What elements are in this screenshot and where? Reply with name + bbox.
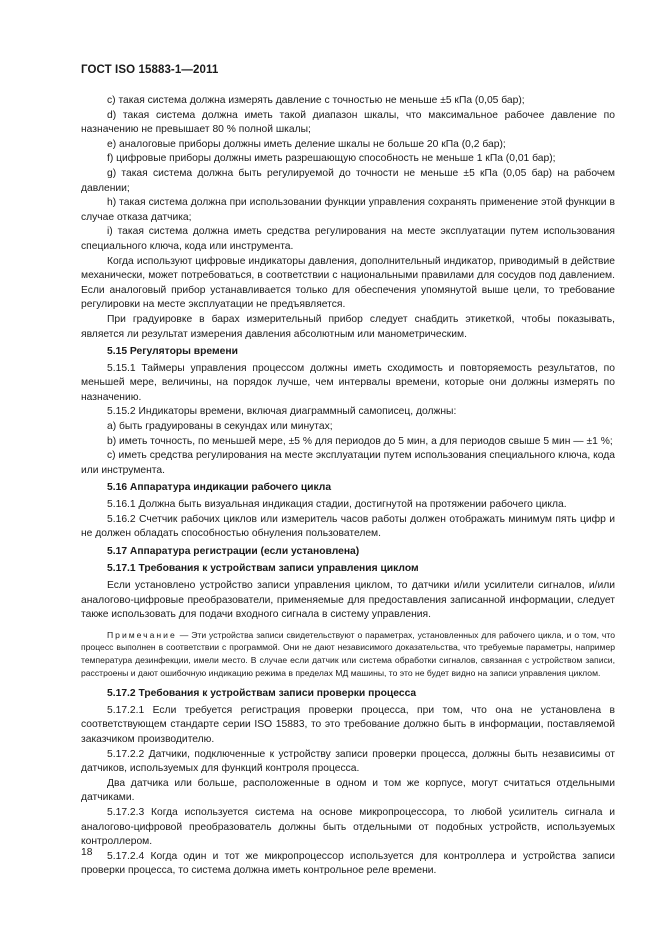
- note-label: Примечание: [107, 629, 177, 640]
- section-heading-5-17-1: 5.17.1 Требования к устройствам записи управления циклом: [107, 563, 419, 575]
- section-heading-5-16: 5.16 Аппаратура индикации рабочего цикла: [107, 482, 332, 494]
- section-heading-5-17-2: 5.17.2 Требования к устройствам записи проверки процесса: [107, 688, 417, 700]
- paragraph-5-15-1: 5.15.1 Таймеры управления процессом должны иметь сходимость и повторяемость результатов, по меньшей мере, величины, на порядок лучше, чем интервалы времени, которые они должны измерять по назначению.: [81, 362, 615, 403]
- page-number: 18: [81, 847, 93, 858]
- document-header: ГОСТ ISO 15883-1—2011: [81, 64, 219, 76]
- paragraph-c-pressure-accuracy: c) такая система должна измерять давление с точностью не меньше ±5 кПа (0,05 бар);: [107, 95, 525, 106]
- paragraph-5-17-2-2-cont: Два датчика или больше, расположенные в одном и том же корпусе, могут считаться отдельными датчиками.: [81, 777, 615, 804]
- paragraph-g-adjustable: g) такая система должна быть регулируемой до точности не меньше ±5 кПа (0,05 бар) на рабочем давлении;: [81, 167, 615, 194]
- paragraph-bar-calibration: При градуировке в барах измерительный прибор следует снабдить этикеткой, чтобы показывать, является ли результат измерения давления абсолютным или манометрическим.: [81, 313, 615, 340]
- paragraph-f-digital-resolution: f) цифровые приборы должны иметь разрешающую способность не меньше 1 кПа (0,01 бар);: [107, 153, 556, 165]
- paragraph-5-16-1: 5.16.1 Должна быть визуальная индикация стадии, достигнутой на протяжении рабочего цикла.: [107, 499, 567, 511]
- paragraph-5-17-2-3: 5.17.2.3 Когда используется система на основе микропроцессора, то любой усилитель сигнала и аналогово-цифровой преобразователь должны быть отдельными от подобных устройств, используемых контроллером.: [81, 806, 615, 848]
- paragraph-5-17-2-1: 5.17.2.1 Если требуется регистрация проверки процесса, при том, что она не установлена в соответствующем стандарте серии ISO 15883, то это требование должно быть в информации, поставляемой заказчиком производителю.: [81, 704, 615, 745]
- paragraph-h-sensor-failure: h) такая система должна при использовании функции управления сохранять применение этой функции в случае отказа датчика;: [81, 197, 615, 223]
- paragraph-5-15-2-a: a) быть градуированы в секундах или минутах;: [107, 421, 333, 433]
- document-body: [81, 94, 615, 879]
- section-heading-5-17: 5.17 Аппаратура регистрации (если установлена): [107, 545, 360, 557]
- note-paragraph: [81, 629, 615, 679]
- note-text: — Эти устройства записи свидетельствуют о параметрах, установленных для рабочего цикла, и о том, что процесс выполнен в соответствии с программой. Они не дают независимого доказательства, что требуемые параметры, например температура дезинфекции, имели место. В случае если датчик или система обработки сигналов, связанная с устройством записи, расстроены и дают ошибочную индикацию режима в пределах МД машины, то это не будет видно на записи управления циклом.: [81, 629, 616, 678]
- section-heading-5-15: 5.15 Регуляторы времени: [107, 346, 238, 358]
- paragraph-5-15-2-b: b) иметь точность, по меньшей мере, ±5 % для периодов до 5 мин, а для периодов свыше 5 мин — ±1 %;: [107, 435, 613, 447]
- paragraph-5-17-1-body: Если установлено устройство записи управления циклом, то датчики и/или усилители сигналов, и/или аналогово-цифровые преобразователи, применяемые для предоставления записанной информации, следует также использовать для подачи входного сигнала в систему управления.: [81, 580, 615, 621]
- paragraph-5-16-2: 5.16.2 Счетчик рабочих циклов или измеритель часов работы должен отображать минимум пять цифр и не должен обладать способностью обнуления пользователем.: [81, 513, 615, 540]
- paragraph-5-17-2-2: 5.17.2.2 Датчики, подключенные к устройству записи проверки процесса, должны быть независимы от датчиков, используемых для функций контроля процесса.: [81, 748, 615, 775]
- paragraph-digital-indicators: Когда используют цифровые индикаторы давления, дополнительный индикатор, приводимый в действие механически, может потребоваться, в соответствии с национальными правилами для сосудов под давлением. Если аналоговый прибор устанавливается только для обеспечения упомянутой выше цели, то требование регулировки на месте эксплуатации не предъявляется.: [81, 255, 615, 311]
- paragraph-i-adjustment-means: i) такая система должна иметь средства регулирования на месте эксплуатации путем использования специального ключа, кода или инструмента.: [81, 226, 615, 252]
- paragraph-d-scale-range: d) такая система должна иметь такой диапазон шкалы, что максимальное рабочее давление по назначению не превышает 80 % полной шкалы;: [81, 109, 615, 136]
- paragraph-5-15-2: 5.15.2 Индикаторы времени, включая диаграммный самописец, должны:: [107, 406, 457, 418]
- paragraph-5-15-2-c: c) иметь средства регулирования на месте эксплуатации путем использования специального ключа, кода или инструмента.: [81, 450, 615, 476]
- paragraph-5-17-2-4: 5.17.2.4 Когда один и тот же микропроцессор используется для контроллера и устройства записи проверки процесса, то система должна иметь контрольное реле времени.: [81, 850, 615, 877]
- paragraph-e-analog-division: e) аналоговые приборы должны иметь деление шкалы не больше 20 кПа (0,2 бар);: [107, 138, 506, 150]
